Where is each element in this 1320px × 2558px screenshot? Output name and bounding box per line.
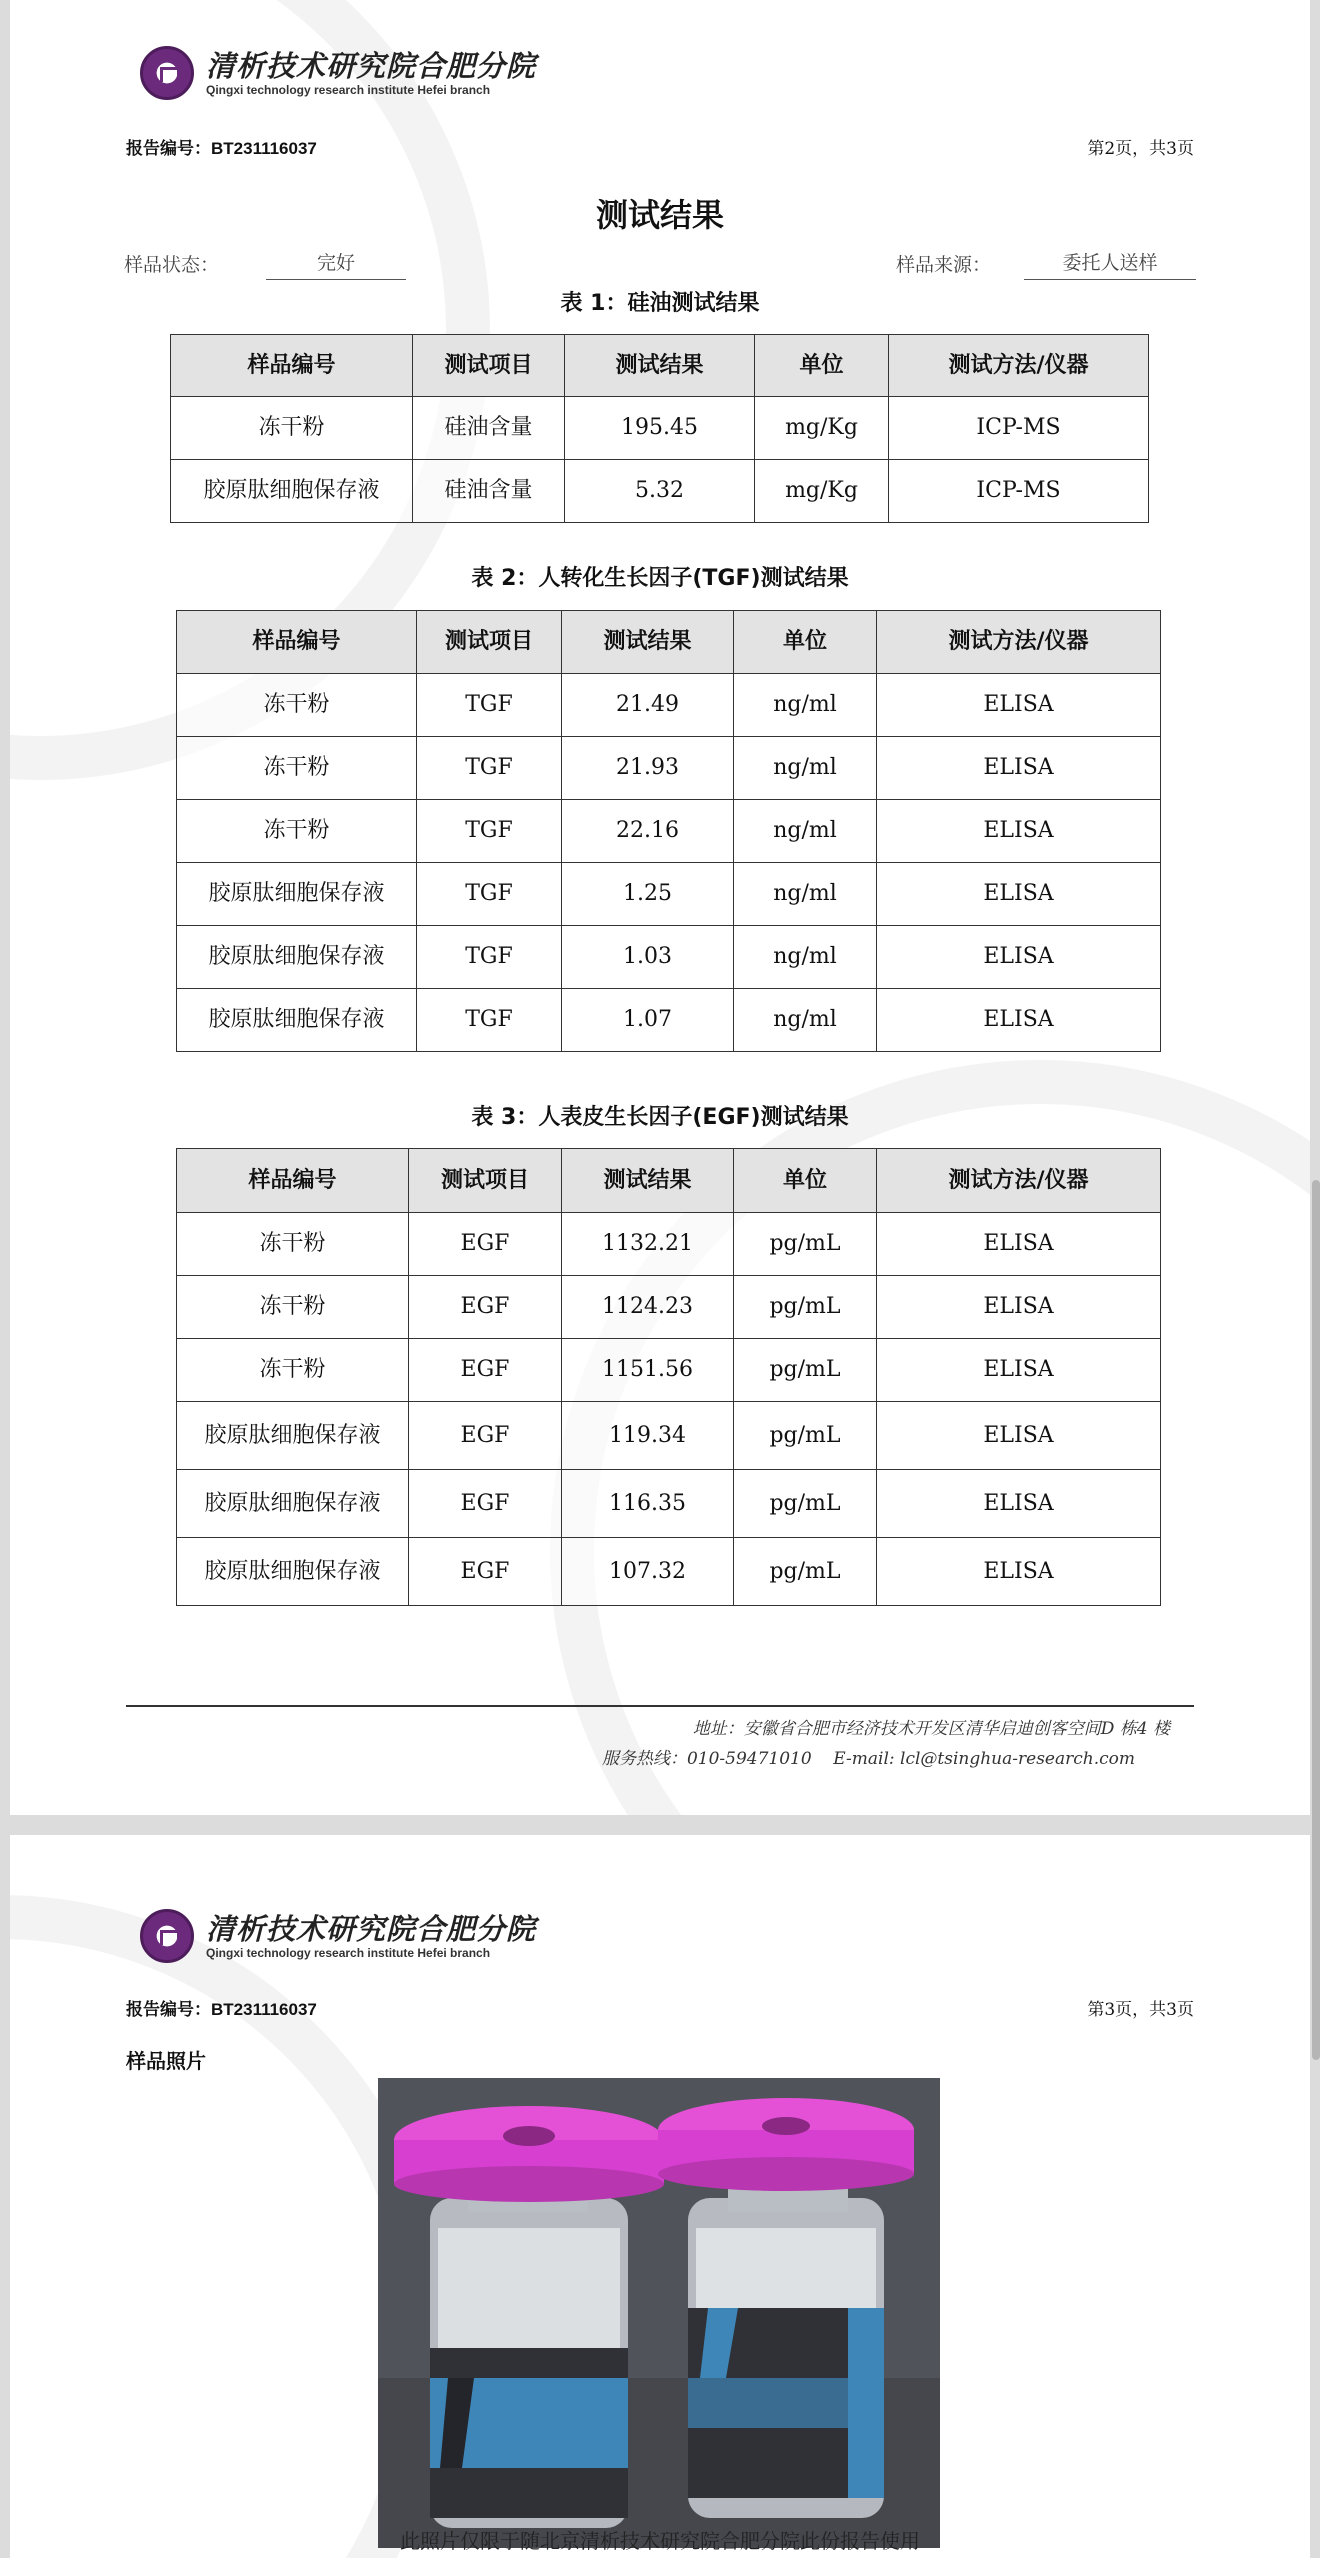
table-header: 测试结果 <box>565 335 755 397</box>
table-row <box>177 926 1161 989</box>
result-cell: 22.16 <box>562 800 734 863</box>
table-row <box>177 989 1161 1052</box>
table-header: 单位 <box>734 611 877 674</box>
institute-logo <box>140 46 536 100</box>
method-cell: ELISA <box>877 1339 1161 1402</box>
table-row <box>177 800 1161 863</box>
report-page-3 <box>10 1835 1310 2558</box>
logo-cn-text: 清析技术研究院合肥分院 <box>206 1912 537 1946</box>
result-cell: 1124.23 <box>562 1276 734 1339</box>
sample-source-value: 委托人送样 <box>1024 248 1196 280</box>
table-row <box>171 460 1149 523</box>
method-cell: ELISA <box>877 674 1161 737</box>
contact-line: 服务热线：010-59471010 E-mail: lcl@tsinghua-research.com <box>601 1749 1135 1769</box>
sample-id-cell: 冻干粉 <box>177 1213 409 1276</box>
address-line: 地址：安徽省合肥市经济技术开发区清华启迪创客空间D 栋4 楼 <box>692 1719 1170 1739</box>
sample-id-cell: 胶原肽细胞保存液 <box>177 1470 409 1538</box>
page-title: 测试结果 <box>595 196 724 234</box>
unit-cell: pg/mL <box>734 1276 877 1339</box>
test-item-cell: TGF <box>417 800 562 863</box>
table-header: 测试结果 <box>562 1149 734 1213</box>
test-item-cell: EGF <box>409 1470 562 1538</box>
table-header: 样品编号 <box>177 1149 409 1213</box>
sample-photo <box>378 2078 940 2548</box>
test-item-cell: 硅油含量 <box>413 397 565 460</box>
unit-cell: ng/ml <box>734 989 877 1052</box>
table-header: 测试项目 <box>417 611 562 674</box>
unit-cell: mg/Kg <box>755 460 889 523</box>
sample-vials-image <box>378 2078 940 2548</box>
table-3-title: 表 3：人表皮生长因子(EGF)测试结果 <box>471 1105 849 1130</box>
institute-emblem-icon <box>140 1909 194 1963</box>
table-2-title: 表 2：人转化生长因子(TGF)测试结果 <box>471 566 849 591</box>
test-item-cell: EGF <box>409 1339 562 1402</box>
test-item-cell: 硅油含量 <box>413 460 565 523</box>
sample-id-cell: 冻干粉 <box>177 674 417 737</box>
sample-id-cell: 冻干粉 <box>177 1339 409 1402</box>
table-row <box>177 1276 1161 1339</box>
institute-emblem-icon <box>140 46 194 100</box>
result-cell: 1.07 <box>562 989 734 1052</box>
table-header: 样品编号 <box>177 611 417 674</box>
method-cell: ELISA <box>877 989 1161 1052</box>
sample-source-label: 样品来源： <box>896 254 992 276</box>
sample-id-cell: 胶原肽细胞保存液 <box>177 1538 409 1606</box>
sample-id-cell: 胶原肽细胞保存液 <box>177 1402 409 1470</box>
silicone-oil-table <box>170 334 1149 523</box>
table-header: 测试结果 <box>562 611 734 674</box>
unit-cell: mg/Kg <box>755 397 889 460</box>
unit-cell: ng/ml <box>734 926 877 989</box>
method-cell: ELISA <box>877 926 1161 989</box>
test-item-cell: TGF <box>417 737 562 800</box>
logo-en-text: Qingxi technology research institute Hefei branch <box>206 1946 491 1960</box>
result-cell: 107.32 <box>562 1538 734 1606</box>
sample-id-cell: 冻干粉 <box>171 397 413 460</box>
table-row <box>177 674 1161 737</box>
footer-divider <box>126 1705 1194 1707</box>
sample-state-value: 完好 <box>266 248 406 280</box>
photo-caption: 此照片仅限于随北京清析技术研究院合肥分院此份报告使用 <box>400 2529 920 2553</box>
unit-cell: pg/mL <box>734 1339 877 1402</box>
table-1-title: 表 1：硅油测试结果 <box>560 291 760 316</box>
table-header: 测试方法/仪器 <box>877 1149 1161 1213</box>
result-cell: 195.45 <box>565 397 755 460</box>
method-cell: ICP-MS <box>889 460 1149 523</box>
method-cell: ELISA <box>877 1276 1161 1339</box>
unit-cell: pg/mL <box>734 1213 877 1276</box>
table-row <box>171 397 1149 460</box>
result-cell: 21.93 <box>562 737 734 800</box>
method-cell: ELISA <box>877 863 1161 926</box>
photo-heading: 样品照片 <box>126 2049 206 2073</box>
sample-id-cell: 冻干粉 <box>177 800 417 863</box>
egf-table <box>176 1148 1161 1606</box>
table-row <box>177 1339 1161 1402</box>
result-cell: 1.25 <box>562 863 734 926</box>
sample-id-cell: 胶原肽细胞保存液 <box>177 863 417 926</box>
sample-id-cell: 冻干粉 <box>177 1276 409 1339</box>
tgf-table <box>176 610 1161 1052</box>
page-number: 第2页，共3页 <box>1087 139 1194 159</box>
scrollbar-thumb[interactable] <box>1312 1180 1320 2060</box>
table-row <box>177 1470 1161 1538</box>
method-cell: ELISA <box>877 1538 1161 1606</box>
table-row <box>177 1538 1161 1606</box>
method-cell: ELISA <box>877 800 1161 863</box>
table-header: 测试项目 <box>413 335 565 397</box>
table-header: 测试项目 <box>409 1149 562 1213</box>
report-page-2 <box>10 0 1310 1815</box>
result-cell: 119.34 <box>562 1402 734 1470</box>
logo-cn-text: 清析技术研究院合肥分院 <box>206 49 537 83</box>
unit-cell: pg/mL <box>734 1402 877 1470</box>
table-header: 测试方法/仪器 <box>877 611 1161 674</box>
report-number: 报告编号：BT231116037 <box>126 2000 317 2019</box>
method-cell: ELISA <box>877 737 1161 800</box>
table-row <box>177 1213 1161 1276</box>
test-item-cell: EGF <box>409 1213 562 1276</box>
logo-en-text: Qingxi technology research institute Hefei branch <box>206 83 491 97</box>
table-header: 测试方法/仪器 <box>889 335 1149 397</box>
left-vial <box>394 2106 664 2528</box>
sample-id-cell: 胶原肽细胞保存液 <box>177 926 417 989</box>
institute-logo <box>140 1909 536 1963</box>
table-row <box>177 1402 1161 1470</box>
page-number: 第3页，共3页 <box>1087 2000 1194 2020</box>
unit-cell: ng/ml <box>734 800 877 863</box>
report-number: 报告编号：BT231116037 <box>126 139 317 158</box>
sample-state-label: 样品状态： <box>124 254 220 276</box>
table-row <box>177 863 1161 926</box>
result-cell: 1151.56 <box>562 1339 734 1402</box>
test-item-cell: TGF <box>417 674 562 737</box>
test-item-cell: EGF <box>409 1402 562 1470</box>
test-item-cell: EGF <box>409 1538 562 1606</box>
method-cell: ELISA <box>877 1470 1161 1538</box>
unit-cell: ng/ml <box>734 674 877 737</box>
result-cell: 1.03 <box>562 926 734 989</box>
sample-id-cell: 冻干粉 <box>177 737 417 800</box>
method-cell: ELISA <box>877 1402 1161 1470</box>
unit-cell: ng/ml <box>734 863 877 926</box>
test-item-cell: TGF <box>417 863 562 926</box>
unit-cell: pg/mL <box>734 1470 877 1538</box>
sample-id-cell: 胶原肽细胞保存液 <box>177 989 417 1052</box>
table-header: 单位 <box>734 1149 877 1213</box>
right-vial <box>658 2098 914 2518</box>
result-cell: 1132.21 <box>562 1213 734 1276</box>
test-item-cell: TGF <box>417 989 562 1052</box>
test-item-cell: EGF <box>409 1276 562 1339</box>
method-cell: ICP-MS <box>889 397 1149 460</box>
unit-cell: pg/mL <box>734 1538 877 1606</box>
result-cell: 21.49 <box>562 674 734 737</box>
table-header: 样品编号 <box>171 335 413 397</box>
result-cell: 116.35 <box>562 1470 734 1538</box>
result-cell: 5.32 <box>565 460 755 523</box>
table-header: 单位 <box>755 335 889 397</box>
method-cell: ELISA <box>877 1213 1161 1276</box>
test-item-cell: TGF <box>417 926 562 989</box>
unit-cell: ng/ml <box>734 737 877 800</box>
sample-id-cell: 胶原肽细胞保存液 <box>171 460 413 523</box>
table-row <box>177 737 1161 800</box>
